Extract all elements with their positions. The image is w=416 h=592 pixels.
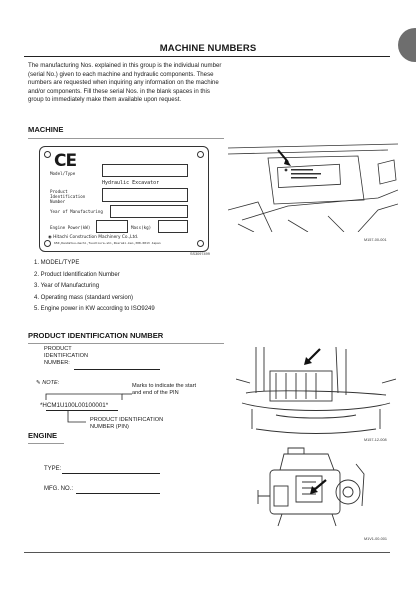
note-icon: ✎ bbox=[36, 380, 41, 386]
list-item: 4. Operating mass (standard version) bbox=[34, 294, 134, 301]
engine-type-label: TYPE: bbox=[44, 466, 62, 472]
company-name: ◉ Hitachi Construction Machinery Co.,Ltd. bbox=[48, 235, 139, 240]
pin-rule bbox=[28, 343, 224, 344]
screw-icon bbox=[197, 151, 204, 158]
plate-code: SS3097499 bbox=[190, 252, 210, 256]
product-id-box bbox=[102, 188, 188, 202]
list-item: 5. Engine power in KW according to ISO9249 bbox=[34, 306, 155, 312]
list-item: 1. MODEL/TYPE bbox=[34, 260, 80, 266]
plate-legend-list bbox=[34, 258, 155, 316]
pin-location-figure bbox=[236, 343, 396, 435]
screw-icon bbox=[44, 240, 51, 247]
machine-figure-code: M157-00-001 bbox=[364, 238, 387, 242]
model-type-box bbox=[102, 164, 188, 177]
section-tab bbox=[398, 28, 416, 62]
intro-paragraph: The manufacturing Nos. explained in this group is the individual number (serial No.) given to each machine and hydraulic components. These numbers are requested when inquiring any information on the machine and/or components. Fill these serial Nos. in the blank spaces in this group to immediately make them available upon request. bbox=[28, 62, 222, 104]
product-id-label: Product Identification Number bbox=[50, 189, 86, 204]
engine-heading: ENGINE bbox=[28, 431, 58, 440]
engine-figure-code: M1V1-00-001 bbox=[364, 537, 388, 541]
note-label: ✎ NOTE: bbox=[36, 380, 60, 386]
product-text: Hydraulic Excavator bbox=[102, 180, 160, 186]
machine-nameplate bbox=[39, 146, 209, 252]
pin-heading: PRODUCT IDENTIFICATION NUMBER bbox=[28, 331, 164, 340]
pin-caption: PRODUCT IDENTIFICATION NUMBER (PIN) bbox=[90, 417, 164, 430]
pin-figure-code: M157-12-008 bbox=[364, 438, 387, 442]
page-title: MACHINE NUMBERS bbox=[159, 43, 257, 54]
engine-type-line bbox=[62, 473, 160, 474]
screw-icon bbox=[197, 240, 204, 247]
pin-marks-note: Marks to indicate the start and end of the PIN bbox=[132, 383, 197, 396]
footer-rule bbox=[24, 552, 390, 553]
machine-heading: MACHINE bbox=[28, 125, 64, 134]
screw-icon bbox=[44, 151, 51, 158]
engine-rule bbox=[28, 443, 64, 444]
engine-power-label: Engine Power(kW) bbox=[50, 225, 91, 230]
pin-fill-line bbox=[74, 369, 160, 370]
engine-power-box bbox=[96, 220, 128, 233]
company-address: 650,Kandatsu-machi,Tsuchiura-shi,Ibaraki-ken,300-0013 Japan bbox=[54, 241, 161, 245]
mass-label: Mass(kg) bbox=[131, 225, 152, 230]
engine-mfg-label: MFG. NO.: bbox=[44, 486, 73, 492]
year-label: Year of Manufacturing bbox=[50, 209, 103, 214]
list-item: 2. Product Identification Number bbox=[34, 271, 120, 278]
engine-number-location-figure bbox=[252, 446, 372, 530]
model-type-label: Model/Type bbox=[50, 171, 76, 176]
title-rule bbox=[24, 56, 390, 57]
machine-plate-location-figure bbox=[228, 140, 398, 232]
ce-mark: CE bbox=[54, 151, 77, 171]
pin-field-label: PRODUCT IDENTIFICATION NUMBER: bbox=[44, 346, 89, 366]
pin-example: *HCM1U100L00100001* bbox=[40, 402, 109, 409]
mass-box bbox=[158, 220, 188, 233]
year-box bbox=[110, 205, 188, 218]
machine-rule bbox=[28, 138, 224, 139]
engine-mfg-line bbox=[76, 493, 160, 494]
list-item: 3. Year of Manufacturing bbox=[34, 283, 100, 289]
